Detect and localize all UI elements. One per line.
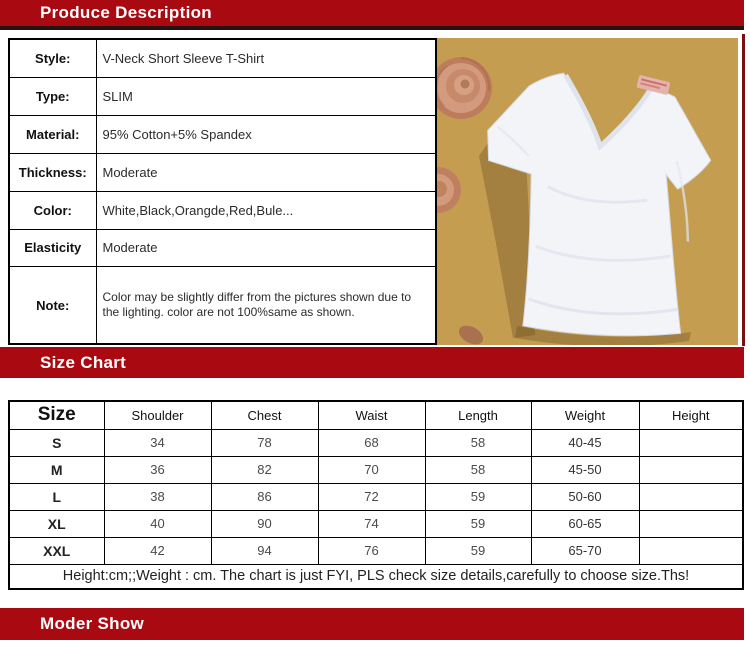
size-chart-title: Size Chart [40, 352, 127, 372]
spec-row-type [9, 78, 436, 116]
white-tshirt-photo-illustration [437, 38, 738, 345]
spec-label-color: Color: [9, 191, 96, 229]
waist-cell: 72 [318, 483, 425, 510]
spec-value-material: 95% Cotton+5% Spandex [96, 116, 436, 154]
spec-row-thickness [9, 153, 436, 191]
size-cell: XXL [9, 537, 104, 564]
spec-value-style: V-Neck Short Sleeve T-Shirt [96, 39, 436, 78]
height-cell [639, 483, 743, 510]
produce-description-header [0, 0, 744, 30]
col-chest: Chest [211, 401, 318, 429]
size-row-l [9, 483, 743, 510]
size-chart-footnote: Height:cm;;Weight : cm. The chart is just FYI, PLS check size details,carefully to choose size.Ths! [9, 564, 743, 589]
length-cell: 58 [425, 429, 531, 456]
weight-cell: 45-50 [531, 456, 639, 483]
shoulder-cell: 40 [104, 510, 211, 537]
product-photo [437, 38, 738, 345]
chest-cell: 82 [211, 456, 318, 483]
length-cell: 58 [425, 456, 531, 483]
spec-value-type: SLIM [96, 78, 436, 116]
description-right-border [742, 34, 745, 346]
size-chart-header [0, 347, 744, 378]
size-cell: S [9, 429, 104, 456]
waist-cell: 76 [318, 537, 425, 564]
chest-cell: 86 [211, 483, 318, 510]
spec-row-color [9, 191, 436, 229]
size-chart-table [8, 400, 744, 590]
col-height: Height [639, 401, 743, 429]
product-description-section [8, 38, 738, 345]
chest-cell: 78 [211, 429, 318, 456]
size-cell: M [9, 456, 104, 483]
shoulder-cell: 34 [104, 429, 211, 456]
size-row-m [9, 456, 743, 483]
spec-label-thickness: Thickness: [9, 153, 96, 191]
spec-row-material [9, 116, 436, 154]
spec-label-note: Note: [9, 267, 96, 344]
spec-value-color: White,Black,Orangde,Red,Bule... [96, 191, 436, 229]
spec-table [8, 38, 437, 345]
shoulder-cell: 36 [104, 456, 211, 483]
spec-label-material: Material: [9, 116, 96, 154]
size-row-xl [9, 510, 743, 537]
weight-cell: 65-70 [531, 537, 639, 564]
size-row-s [9, 429, 743, 456]
col-size: Size [9, 401, 104, 429]
chest-cell: 90 [211, 510, 318, 537]
size-cell: L [9, 483, 104, 510]
produce-description-title: Produce Description [40, 3, 212, 22]
col-waist: Waist [318, 401, 425, 429]
spec-value-note: Color may be slightly differ from the pictures shown due to the lighting. color are not 100%same as shown. [96, 267, 436, 344]
spec-row-elasticity [9, 229, 436, 267]
length-cell: 59 [425, 537, 531, 564]
size-chart-footnote-row [9, 564, 743, 589]
height-cell [639, 429, 743, 456]
moder-show-header [0, 608, 744, 640]
shoulder-cell: 42 [104, 537, 211, 564]
weight-cell: 50-60 [531, 483, 639, 510]
spec-label-type: Type: [9, 78, 96, 116]
spec-label-style: Style: [9, 39, 96, 78]
size-cell: XL [9, 510, 104, 537]
height-cell [639, 510, 743, 537]
waist-cell: 74 [318, 510, 425, 537]
spec-value-elasticity: Moderate [96, 229, 436, 267]
spec-label-elasticity: Elasticity [9, 229, 96, 267]
height-cell [639, 537, 743, 564]
length-cell: 59 [425, 510, 531, 537]
spec-value-thickness: Moderate [96, 153, 436, 191]
waist-cell: 68 [318, 429, 425, 456]
length-cell: 59 [425, 483, 531, 510]
moder-show-title: Moder Show [40, 614, 145, 633]
spec-row-style [9, 39, 436, 78]
shoulder-cell: 38 [104, 483, 211, 510]
spec-row-note [9, 267, 436, 344]
size-row-xxl [9, 537, 743, 564]
height-cell [639, 456, 743, 483]
col-length: Length [425, 401, 531, 429]
chest-cell: 94 [211, 537, 318, 564]
col-weight: Weight [531, 401, 639, 429]
weight-cell: 40-45 [531, 429, 639, 456]
weight-cell: 60-65 [531, 510, 639, 537]
size-chart-header-row [9, 401, 743, 429]
waist-cell: 70 [318, 456, 425, 483]
col-shoulder: Shoulder [104, 401, 211, 429]
